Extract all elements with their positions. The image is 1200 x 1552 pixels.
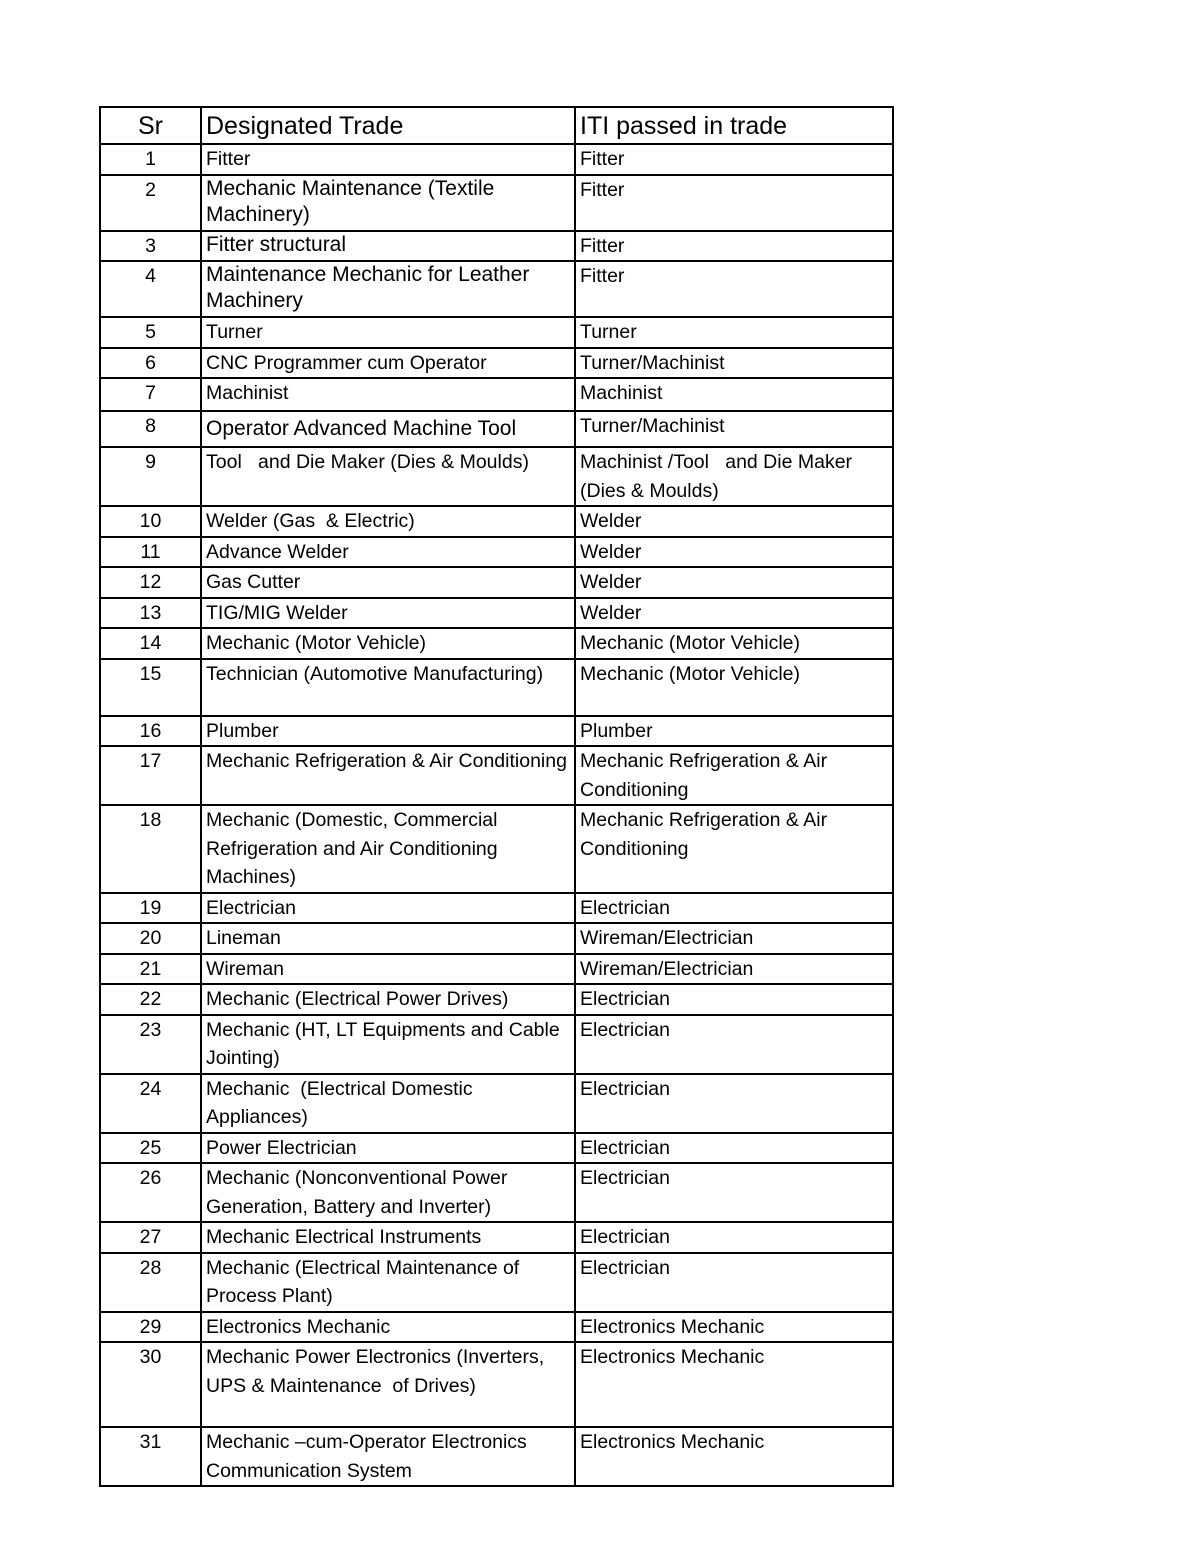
iti-trade-cell: Welder	[575, 537, 893, 568]
designated-trade-cell: Mechanic Maintenance (Textile Machinery)	[201, 175, 575, 231]
table-row	[100, 628, 893, 659]
designated-trade-cell: Gas Cutter	[201, 567, 575, 598]
iti-trade-cell: Electrician	[575, 984, 893, 1015]
iti-trade-cell: Electronics Mechanic	[575, 1427, 893, 1486]
table-row	[100, 746, 893, 805]
table-row	[100, 805, 893, 893]
designated-trade-cell: Mechanic (Motor Vehicle)	[201, 628, 575, 659]
iti-trade-cell: Turner/Machinist	[575, 411, 893, 447]
iti-trade-cell: Mechanic Refrigeration & Air Conditioning	[575, 805, 893, 893]
header-designated-trade: Designated Trade	[201, 107, 575, 144]
table-row	[100, 411, 893, 447]
sr-cell: 23	[100, 1015, 201, 1074]
table-row	[100, 1133, 893, 1164]
designated-trade-cell: Mechanic (HT, LT Equipments and Cable Jointing)	[201, 1015, 575, 1074]
designated-trade-cell: Wireman	[201, 954, 575, 985]
iti-trade-cell: Electrician	[575, 1015, 893, 1074]
iti-trade-cell: Welder	[575, 567, 893, 598]
designated-trade-cell: Mechanic Electrical Instruments	[201, 1222, 575, 1253]
header-row	[100, 107, 893, 144]
sr-cell: 4	[100, 261, 201, 317]
iti-trade-cell: Mechanic Refrigeration & Air Conditioning	[575, 746, 893, 805]
sr-cell: 20	[100, 923, 201, 954]
table-row	[100, 317, 893, 348]
table-row	[100, 1312, 893, 1343]
designated-trade-cell: Mechanic Refrigeration & Air Conditioning	[201, 746, 575, 805]
sr-cell: 6	[100, 348, 201, 379]
sr-cell: 5	[100, 317, 201, 348]
iti-trade-cell: Mechanic (Motor Vehicle)	[575, 628, 893, 659]
table-row	[100, 144, 893, 175]
trades-table	[99, 106, 894, 1487]
iti-trade-cell: Mechanic (Motor Vehicle)	[575, 659, 893, 716]
sr-cell: 1	[100, 144, 201, 175]
iti-trade-cell: Turner	[575, 317, 893, 348]
table-row	[100, 1222, 893, 1253]
designated-trade-cell: Machinist	[201, 378, 575, 411]
sr-cell: 19	[100, 893, 201, 924]
sr-cell: 28	[100, 1253, 201, 1312]
iti-trade-cell: Machinist /Tool and Die Maker (Dies & Moulds)	[575, 447, 893, 506]
table-row	[100, 378, 893, 411]
sr-cell: 25	[100, 1133, 201, 1164]
designated-trade-cell: Plumber	[201, 716, 575, 747]
table-row	[100, 537, 893, 568]
iti-trade-cell: Welder	[575, 598, 893, 629]
table-row	[100, 1427, 893, 1486]
designated-trade-cell: Turner	[201, 317, 575, 348]
designated-trade-cell: Power Electrician	[201, 1133, 575, 1164]
iti-trade-cell: Electronics Mechanic	[575, 1342, 893, 1427]
designated-trade-cell: Electronics Mechanic	[201, 1312, 575, 1343]
sr-cell: 16	[100, 716, 201, 747]
sr-cell: 3	[100, 231, 201, 262]
sr-cell: 12	[100, 567, 201, 598]
iti-trade-cell: Electrician	[575, 1253, 893, 1312]
iti-trade-cell: Electrician	[575, 893, 893, 924]
iti-trade-cell: Electrician	[575, 1163, 893, 1222]
iti-trade-cell: Fitter	[575, 144, 893, 175]
iti-trade-cell: Fitter	[575, 231, 893, 262]
iti-trade-cell: Electrician	[575, 1222, 893, 1253]
designated-trade-cell: Electrician	[201, 893, 575, 924]
sr-cell: 21	[100, 954, 201, 985]
header-sr: Sr	[100, 107, 201, 144]
sr-cell: 15	[100, 659, 201, 716]
table-row	[100, 1074, 893, 1133]
designated-trade-cell: Operator Advanced Machine Tool	[201, 411, 575, 447]
iti-trade-cell: Electrician	[575, 1074, 893, 1133]
iti-trade-cell: Plumber	[575, 716, 893, 747]
table-row	[100, 261, 893, 317]
sr-cell: 14	[100, 628, 201, 659]
sr-cell: 7	[100, 378, 201, 411]
sr-cell: 17	[100, 746, 201, 805]
iti-trade-cell: Fitter	[575, 261, 893, 317]
iti-trade-cell: Machinist	[575, 378, 893, 411]
table-row	[100, 231, 893, 262]
designated-trade-cell: Mechanic –cum-Operator Electronics Communication System	[201, 1427, 575, 1486]
sr-cell: 18	[100, 805, 201, 893]
designated-trade-cell: Fitter structural	[201, 231, 575, 262]
iti-trade-cell: Wireman/Electrician	[575, 923, 893, 954]
table-row	[100, 716, 893, 747]
designated-trade-cell: Mechanic (Electrical Power Drives)	[201, 984, 575, 1015]
table-row	[100, 984, 893, 1015]
designated-trade-cell: Fitter	[201, 144, 575, 175]
sr-cell: 26	[100, 1163, 201, 1222]
table-row	[100, 598, 893, 629]
table-row	[100, 1163, 893, 1222]
sr-cell: 13	[100, 598, 201, 629]
table-row	[100, 659, 893, 716]
designated-trade-cell: Mechanic (Domestic, Commercial Refrigeration and Air Conditioning Machines)	[201, 805, 575, 893]
iti-trade-cell: Welder	[575, 506, 893, 537]
table-row	[100, 506, 893, 537]
sr-cell: 24	[100, 1074, 201, 1133]
designated-trade-cell: Lineman	[201, 923, 575, 954]
sr-cell: 10	[100, 506, 201, 537]
designated-trade-cell: Mechanic (Electrical Domestic Appliances)	[201, 1074, 575, 1133]
designated-trade-cell: Maintenance Mechanic for Leather Machinery	[201, 261, 575, 317]
designated-trade-cell: Mechanic (Nonconventional Power Generation, Battery and Inverter)	[201, 1163, 575, 1222]
designated-trade-cell: Technician (Automotive Manufacturing)	[201, 659, 575, 716]
table-row	[100, 1253, 893, 1312]
iti-trade-cell: Turner/Machinist	[575, 348, 893, 379]
sr-cell: 11	[100, 537, 201, 568]
designated-trade-cell: Tool and Die Maker (Dies & Moulds)	[201, 447, 575, 506]
table-row	[100, 447, 893, 506]
table-row	[100, 567, 893, 598]
designated-trade-cell: Mechanic Power Electronics (Inverters, UPS & Maintenance of Drives)	[201, 1342, 575, 1427]
table-row	[100, 954, 893, 985]
table-row	[100, 893, 893, 924]
table-row	[100, 923, 893, 954]
sr-cell: 22	[100, 984, 201, 1015]
designated-trade-cell: Advance Welder	[201, 537, 575, 568]
table-row	[100, 348, 893, 379]
sr-cell: 8	[100, 411, 201, 447]
sr-cell: 2	[100, 175, 201, 231]
designated-trade-cell: CNC Programmer cum Operator	[201, 348, 575, 379]
table-row	[100, 1015, 893, 1074]
sr-cell: 30	[100, 1342, 201, 1427]
sr-cell: 31	[100, 1427, 201, 1486]
iti-trade-cell: Wireman/Electrician	[575, 954, 893, 985]
table-row	[100, 1342, 893, 1427]
sr-cell: 29	[100, 1312, 201, 1343]
iti-trade-cell: Fitter	[575, 175, 893, 231]
iti-trade-cell: Electronics Mechanic	[575, 1312, 893, 1343]
header-iti-passed: ITI passed in trade	[575, 107, 893, 144]
designated-trade-cell: Welder (Gas & Electric)	[201, 506, 575, 537]
designated-trade-cell: Mechanic (Electrical Maintenance of Process Plant)	[201, 1253, 575, 1312]
table-row	[100, 175, 893, 231]
sr-cell: 9	[100, 447, 201, 506]
sr-cell: 27	[100, 1222, 201, 1253]
iti-trade-cell: Electrician	[575, 1133, 893, 1164]
designated-trade-cell: TIG/MIG Welder	[201, 598, 575, 629]
